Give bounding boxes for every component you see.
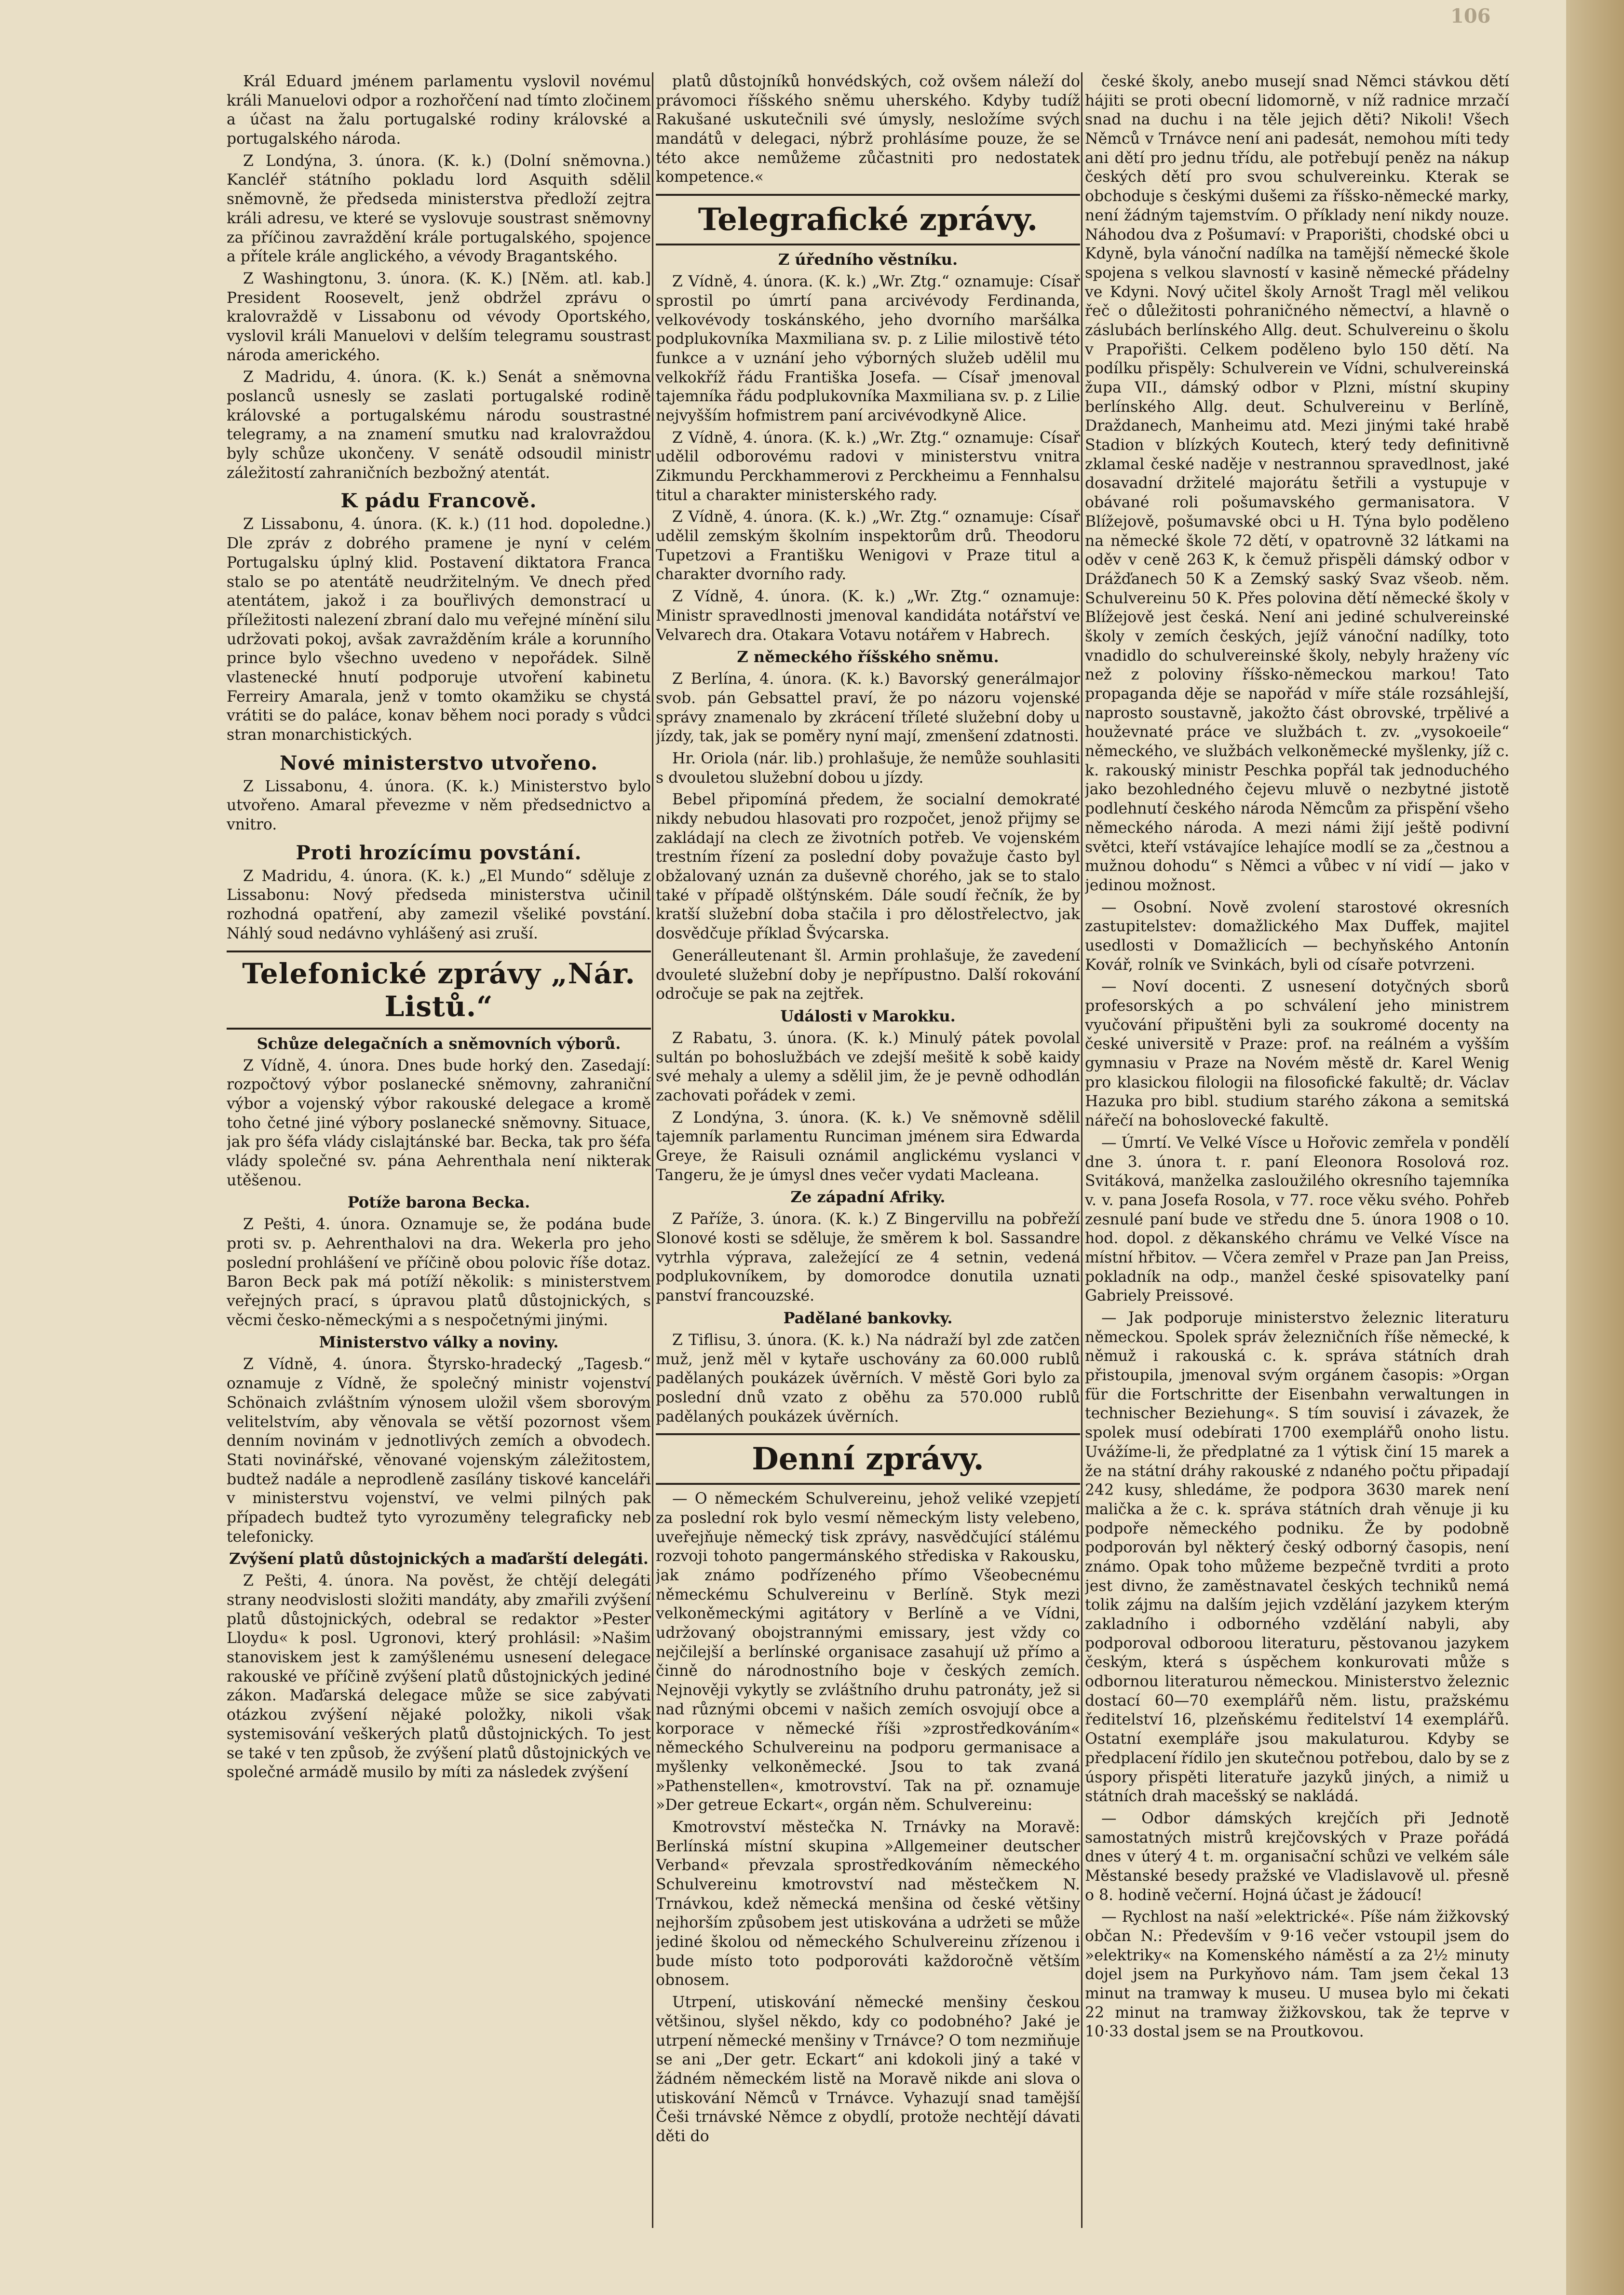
article-paragraph: Z Madridu, 4. února. (K. k.) Senát a sněmovna poslanců usnesly se zaslati portugalské rodině královské a portugalskému národu soustrastné telegramy, a na znamení smutku nad kralovraždou byly schůze ukončeny. V senátě odsoudil ministr záležitostí zahraničních bezbožný atentát. [227, 368, 651, 482]
article-paragraph: Z Vídně, 4. února. Dnes bude horký den. Zasedají: rozpočtový výbor poslanecké sněmovny, zahraniční výbor a vojenský výbor rakouské delegace a kromě toho četné jiné výbory poslanecké sněmovny. Situace, jak pro šéfa vlády cislajtánské bar. Becka, tak pro šéfa vlády společné sv. pána Aehrenthala není nikterak utěšenou. [227, 1057, 651, 1189]
column-3 [1085, 72, 1509, 2228]
article-paragraph: Utrpení, utiskování německé menšiny českou většinou, slyšel někdo, kdy co podobného? Jaké je utrpení německé menšiny v Trnávce? O tom nezmiňuje se ani „Der getr. Eckart“ ani kdokoli jiný a také v žádném německém listě na Moravě nikde ani slova o utiskování Němců v Trnávce. Vyhazují snad tamější Češi trnávské Němce z obydlí, protože nechtějí dávati děti do [656, 1994, 1080, 2145]
sub-heading: Padělané bankovky. [783, 1308, 953, 1327]
article-paragraph: — Osobní. Nově zvolení starostové okresních zastupitelstev: domažlického Max Duffek, majitel usedlosti v Domažlicích — bechyňského Antonín Kovář, rolník ve Svinkách, byli od císaře potvrzeni. [1085, 898, 1509, 974]
article-paragraph: Z Londýna, 3. února. (K. k.) (Dolní sněmovna.) Kancléř státního pokladu lord Asquith sdělil sněmovně, že předseda ministerstva předloží zejtra králi adresu, ve které se vyslovuje soustrast sněmovny za příčinou zavraždění krále portugalského, spojence a přítele krále anglického, a vévody Bragantského. [227, 152, 651, 266]
article-paragraph: Kmotrovství městečka N. Trnávky na Moravě: Berlínská místní skupina »Allgemeiner deutscher Verband« převzala sprostředkováním německého Schulvereinu kmotrovství nad městečkem N. Trnávkou, kdež německá menšina od české většiny nejhorším způsobem jest utiskována a udržeti se může jediné školou od německého Schulvereinu zřízenou i bude místo toto podporováti každoročně větším obnosem. [656, 1818, 1080, 1989]
column-1 [227, 72, 651, 2228]
article-paragraph: Generálleutenant šl. Armin prohlašuje, že zavedení dvouleté služební doby je nepřípustno. Další rokování odročuje se pak na zejtřek. [656, 947, 1080, 1003]
article-paragraph: Z Vídně, 4. února. Štyrsko-hradecký „Tagesb.“ oznamuje z Vídně, že společný ministr vojenství Schönaich zvláštním výnosem uložil všem sborovým velitelstvím, aby věnovala se větší pozornost všem denním novinám v jednotlivých zemích a obvodech. Stati novinářské, věnované vojenským záležitostem, budtež nadále a neprodleně zasílány tiskové kanceláři v ministerstvu vojenství, ve velmi pilných pak případech budtež tyto vyrozuměny telegraficky neb telefonicky. [227, 1356, 651, 1546]
sub-heading: Z úředního věstníku. [778, 250, 958, 269]
article-paragraph: Hr. Oriola (nár. lib.) prohlašuje, že nemůže souhlasiti s dvouletou služební dobou u jízdy. [656, 749, 1080, 787]
article-paragraph: — Odbor dámských krejčích při Jednotě samostatných mistrů krejčovských v Praze pořádá dnes v úterý 4 t. m. organisační schůzi ve velkém sále Městanské besedy pražské ve Vladislavově ul. přesně o 8. hodině večerní. Hojná účast je žádoucí! [1085, 1809, 1509, 1904]
article-paragraph: Z Berlína, 4. února. (K. k.) Bavorský generálmajor svob. pán Gebsattel praví, že po názoru vojenské správy znamenalo by zkrácení tříleté služební doby u jízdy, tak, jak se poměry nyní mají, zmenšení zdatnosti. [656, 670, 1080, 746]
article-paragraph: Z Paříže, 3. února. (K. k.) Z Bingervillu na pobřeží Slonové kosti se sděluje, že směrem k bol. Sassandre vytrhla výprava, zaležející ze 4 setnin, vedená podplukovníkem, by domorodce donutila uznati panství francouzské. [656, 1210, 1080, 1305]
article-paragraph: Z Lissabonu, 4. února. (K. k.) (11 hod. dopoledne.) Dle zpráv z dobrého pramene je nyní v celém Portugalsku úplný klid. Postavení diktatora Franca stalo se po atentátě neudržitelným. Ve dnech před atentátem, jakož i za bouřlivých demonstrací u příležitosti nalezení zbraní dalo mu veřejné mínění silu udržovati pokoj, avšak zavražděním krále a korunního prince bylo všechno uvedeno v nepořádek. Silně vlastenecké hnutí podporuje utvoření kabinetu Ferreiry Amarala, jenž v tomto okamžiku se chystá vrátiti se do paláce, konav během noci porady s vůdci stran monarchistických. [227, 516, 651, 744]
article-paragraph: — Noví docenti. Z usnesení dotyčných sborů profesorských a po schválení jeho ministrem vyučování připuštěni byli za soukromé docenty na české universitě v Praze: prof. na reálném a vyšším gymnasiu v Praze na Novém městě dr. Karel Wenig pro klasickou filologii na filosofické fakultě; dr. Václav Hazuka pro bibl. studium starého zákona a semitská nářečí na bohoslovecké fakultě. [1085, 978, 1509, 1130]
article-paragraph: — Jak podporuje ministerstvo železnic literaturu německou. Spolek správ železničních říše německé, k němuž i rakouská c. k. správa státních drah přistoupila, jmenoval svým orgánem časopis: »Organ für die Fortschritte der Eisenbahn verwaltungen in technischer Beziehung«. S tím souvisí i závazek, že spolek musí odebírati 1700 exemplářů onoho listu. Uvážíme-li, že předplatné za 1 výtisk činí 15 marek a že na státní dráhy rakouské z ndaného počtu připadají 242 kusy, shledáme, že podpora 3630 marek není malička a že c. k. správa státních drah věnuje ji ku podpoře německého podniku. Že by podobně podporován byl některý český odborný časopis, není známo. Opak toho můžeme bezpečně tvrditi a proto jest divno, že zaměstnavatel českých techniků nemá tolik zájmu na dalším jejich vzdělání jazykem kterým zakladního i odborného vzdělání nabyli, aby podporoval odboroou literaturu, pěstovanou jazykem českým, která s úspěchem konkurovati může s odbornou literaturou německou. Ministerstvo železnic dostací 60—70 exemplářů něm. listu, pražskému ředitelství 16, plzeňskému ředitelství 14 exemplářů. Ostatní exempláře jsou makulaturou. Kdyby se předplacení řídilo jen skutečnou potřebou, dalo by se z úspory přispěti literatuře jazyků jiných, a nimiž u státních drah macešský se nakládá. [1085, 1309, 1509, 1806]
section-banner: Telefonické zprávy „Nár. Listů.“ [227, 951, 651, 1030]
section-banner: Denní zprávy. [656, 1433, 1080, 1485]
page-number: 106 [1450, 5, 1491, 27]
section-banner: Telegrafické zprávy. [656, 194, 1080, 245]
article-paragraph: Z Madridu, 4. února. (K. k.) „El Mundo“ sděluje z Lissabonu: Nový předseda ministerstva učinil rozhodná opatření, aby zamezil všeliké povstání. Náhlý soud nedávno vyhlášený asi zruší. [227, 867, 651, 942]
column-rule [1081, 72, 1083, 2228]
column-2 [656, 72, 1080, 2228]
article-paragraph: Z Lissabonu, 4. února. (K. k.) Ministerstvo bylo utvořeno. Amaral převezme v něm předsednictvo a vnitro. [227, 777, 651, 834]
sub-heading: Potíže barona Becka. [347, 1193, 530, 1212]
sub-heading: Události v Marokku. [780, 1006, 956, 1025]
section-heading: Nové ministerstvo utvořeno. [279, 751, 598, 774]
article-paragraph: české školy, anebo musejí snad Němci stávkou dětí hájiti se proti obecní lidomorně, v níž radnice mrzačí snad na duchu i na těle jejich děti? Nikoli! Všech Němců v Trnávce není ani padesát, nemohou míti tedy ani dětí pro jednu třídu, ale potřebují peněz na nákup českých dětí pro svou schulvereinku. Kterak se obchoduje s českými dušemi za říšsko-německé marky, není žádným tajemstvím. O příklady není nikdy nouze. Náhodou dva z Pošumaví: v Praporišti, chodské obci u Kdyně, byla vánoční nadílka na tamější německé škole spojena s velkou slavností v kasině německé přádelny ve Kdyni. Nový učitel školy Arnošt Tragl měl velikou řeč o důležitosti pohraničného němectví, a hlavně o záslubách berlínského Allg. deut. Schulvereinu o školu v Prapořišti. Celkem poděleno bylo 150 dětí. Na podílku přispěly: Schulverein ve Vídni, schulvereinská župa VII., dámský odbor v Plzni, místní skupiny berlínského Allg. deut. Schulvereinu v Berlíně, Draždanech, Manheimu atd. Mezi jinými také hrabě Stadion v blízkých Koutech, který tedy definitivně zklamal české naděje v nestrannou spravedlnost, jaké dosavadní držitelé majorátu šetřili a vystupuje v obávané roli pošumavského germanisatora. V Blížejově, pošumavské obci u H. Týna bylo poděleno na německé škole 72 dětí, v opatrovně 32 látkami na oděv v ceně 263 K, k čemuž přispěli dámský odbor v Drážďanech 50 K a Zemský saský Svaz všeob. něm. Schulvereinu 50 K. Přes polovina dětí německé školy v Blížejově jest česká. Není ani jediné schulvereinské školy v zemích českých, jejíž vánoční nadílky, toto vnadidlo do schulvereinské školy, nebyly hraženy víc než z poloviny říšsko-německou markou! Tato propaganda děje se napořád v míře stále rozsáhlejší, naprosto soustavně, jakožto část obrovské, trpělivé a houževnaté práce ve službách t. zv. „vysokoeile“ německého, ve službách velkoněmecké myšlenky, jíž c. k. rakouský ministr Peschka popřál tak jednoduchého jako bezohledného čejevu mluvě o nezbytné jistotě podlehnutí českého národa Němcům za přispění všeho německého národa. A mezi námi žijí ještě podivní světci, kteří vstávajíce lehajíce modlí se za „čestnou a mužnou dohodu“ s Němci a vůbec v ní vidí — jako v jedinou možnost. [1085, 73, 1509, 894]
article-paragraph: — Rychlost na naší »elektrické«. Píše nám žižkovský občan N.: Především v 9·16 večer vstoupil jsem do »elektriky« na Komenského náměstí a za 2½ minuty dojel jsem na Purkyňovo nám. Tam jsem čekal 13 minut na tramway k museu. U musea bylo mi čekati 22 minut na tramway žižkovskou, tak že teprve v 10·33 dostal jsem se na Proutkovou. [1085, 1908, 1509, 2041]
article-paragraph: Král Eduard jménem parlamentu vyslovil novému králi Manuelovi odpor a rozhořčení nad tímto zločinem a účast na žalu portugalské rodiny královské a portugalského národa. [227, 73, 651, 148]
article-paragraph: — Úmrtí. Ve Velké Vísce u Hořovic zemřela v pondělí dne 3. února t. r. paní Eleonora Rosolová roz. Svitáková, manželka zasloužilého okresního tajemníka v. v. pana Josefa Rosola, v 77. roce věku svého. Pohřeb zesnulé paní bude ve středu dne 5. února 1908 o 10. hod. dopol. z děkanského chrámu ve Velké Vísce na místní hřbitov. — Včera zemřel v Praze pan Jan Preiss, pokladník na odp., manžel české spisovatelky paní Gabriely Preissové. [1085, 1134, 1509, 1305]
article-paragraph: Z Vídně, 4. února. (K. k.) „Wr. Ztg.“ oznamuje: Ministr spravedlnosti jmenoval kandidáta notářství ve Velvarech dra. Otakara Votavu notářem v Habrech. [656, 588, 1080, 644]
sub-heading: Schůze delegačních a sněmovních výborů. [257, 1034, 621, 1053]
section-heading: K pádu Francově. [340, 489, 537, 513]
article-paragraph: Z Pešti, 4. února. Oznamuje se, že podána bude proti sv. p. Aehrenthalovi na dra. Wekerla pro jeho poslední prohlášení ve příčině obou polovic říše dotaz. Baron Beck pak má potíží několik: s ministerstvem veřejných prací, s úpravou platů důstojnických, s věcmi česko-německými a s nespočetnými jinými. [227, 1216, 651, 1329]
column-rule [652, 72, 653, 2228]
sub-heading: Z německého říšského sněmu. [737, 648, 999, 666]
sub-heading: Ministerstvo války a noviny. [319, 1333, 559, 1352]
article-paragraph: — O německém Schulvereinu, jehož veliké vzepjetí za poslední rok bylo vesmí německým listy velebeno, uveřejňuje německý tisk zprávy, nasvědčující stálému rozvoji tohoto pangermánského střediska v Rakousku, jak známo podřízeného přímo Všeobecnému německému Schulvereinu v Berlíně. Styk mezi velkoněmeckými agitátory v Berlíně a ve Vídni, udržovaný obojstrannými emissary, jest vždy co nejčilejší a berlínské organisace zasahují už přímo a činně do národnostního boje v českých zemích. Nejnověji vykytly se zvláštního druhu patronáty, jež si nad různými obcemi v našich zemích osvojují obce a korporace v německé říši »zprostředkováním« německého Schulvereinu na podporu germanisace a myšlenky velkoněmecké. Jsou to tak zvaná »Pathenstellen«, kmotrovství. Tak na př. oznamuje »Der getreue Eckart«, orgán něm. Schulvereinu: [656, 1490, 1080, 1814]
article-paragraph: platů důstojníků honvédských, což ovšem náleží do právomoci říšského sněmu uherského. Kdyby tudíž Rakušané uskutečnili své úmysly, nesložíme svých mandátů v delegaci, nýbrž prohlásíme pouze, že se této akce nemůžeme zůčastniti pro nedostatek kompetence.« [656, 73, 1080, 186]
article-paragraph: Z Londýna, 3. února. (K. k.) Ve sněmovně sdělil tajemník parlamentu Runciman jménem sira Edwarda Greye, že Raisuli oznámil anglickému vyslanci v Tangeru, že je úmysl dnes večer vydati Macleana. [656, 1109, 1080, 1184]
sub-heading: Zvýšení platů důstojnických a maďarští delegáti. [229, 1549, 649, 1568]
section-heading: Proti hrozícímu povstání. [296, 841, 582, 864]
sub-heading: Ze západní Afriky. [790, 1188, 946, 1207]
article-paragraph: Bebel připomíná předem, že socialní demokraté nikdy nebudou hlasovati pro rozpočet, jenož přijmy se zakládají na clech ze životních potřeb. Ve vojenském trestním řízení za poslední doby považuje často byl obžalovaný uznán za duševně chorého, jak se to stalo také v případě olštýnském. Dále soudí řečník, že by kratší služební doba stačila i pro dělostřelectvo, jak dosvědčuje příklad Švýcarska. [656, 791, 1080, 943]
article-paragraph: Z Vídně, 4. února. (K. k.) „Wr. Ztg.“ oznamuje: Císař sprostil po úmrtí pana arcivévody Ferdinanda, velkovévody toskánského, jeho dvorního maršálka podplukovníka Maxmiliana sv. p. z Lilie milostivě této funkce a v uznání jeho výborných služeb udělil mu velkokříž řádu Františka Josefa. — Císař jmenoval tajemníka řádu podplukovníka Maxmiliana sv. p. z Lilie nejvyšším hofmistrem paní arcivévodkyně Alice. [656, 273, 1080, 424]
page-edge-shadow [1566, 0, 1624, 2295]
article-paragraph: Z Washingtonu, 3. února. (K. K.) [Něm. atl. kab.] President Roosevelt, jenž obdržel zprávu o kralovraždě v Lissabonu od vévody Oportského, vyslovil králi Manuelovi v delším telegramu soustrast národa amerického. [227, 270, 651, 364]
article-paragraph: Z Rabatu, 3. února. (K. k.) Minulý pátek povolal sultán po bohoslužbách ve zdejší mešitě k sobě kaidy své mehaly a ulemy a sdělil jim, že je pevně odhodlán zachovati pořádek v zemi. [656, 1029, 1080, 1104]
article-paragraph: Z Vídně, 4. února. (K. k.) „Wr. Ztg.“ oznamuje: Císař udělil zemským školním inspektorům drů. Theodoru Tupetzovi a Františku Wenigovi v Praze titul a charakter dvorního rady. [656, 508, 1080, 584]
article-paragraph: Z Pešti, 4. února. Na pověst, že chtějí delegáti strany neodvislosti složiti mandáty, aby zmařili zvýšení platů důstojnických, odebral se redaktor »Pester Lloydu« k posl. Ugronovi, který prohlásil: »Našim stanoviskem jest k zamýšlenému usnesení delegace rakouské ve příčině zvýšení platů důstojnických jediné zákon. Maďarská delegace může se sice zabývati otázkou zvýšení nějaké položky, nikoli však systemisování veškerých platů důstojnických. To jest se také v ten způsob, že zvýšení platů důstojnických ve společné armádě musilo by míti za následek zvýšení [227, 1572, 651, 1781]
article-paragraph: Z Tiflisu, 3. února. (K. k.) Na nádraží byl zde zatčen muž, jenž měl v kytaře uschovány za 60.000 rublů padělaných poukázek úvěrních. V městě Gori bylo za poslední dnů vzato z oběhu za 570.000 rublů padělaných poukázek úvěrních. [656, 1331, 1080, 1426]
article-paragraph: Z Vídně, 4. února. (K. k.) „Wr. Ztg.“ oznamuje: Císař udělil odborovému radovi v ministerstvu vnitra Zikmundu Perckhammerovi z Perckheimu a Fennhalsu titul a charakter ministerského rady. [656, 429, 1080, 504]
